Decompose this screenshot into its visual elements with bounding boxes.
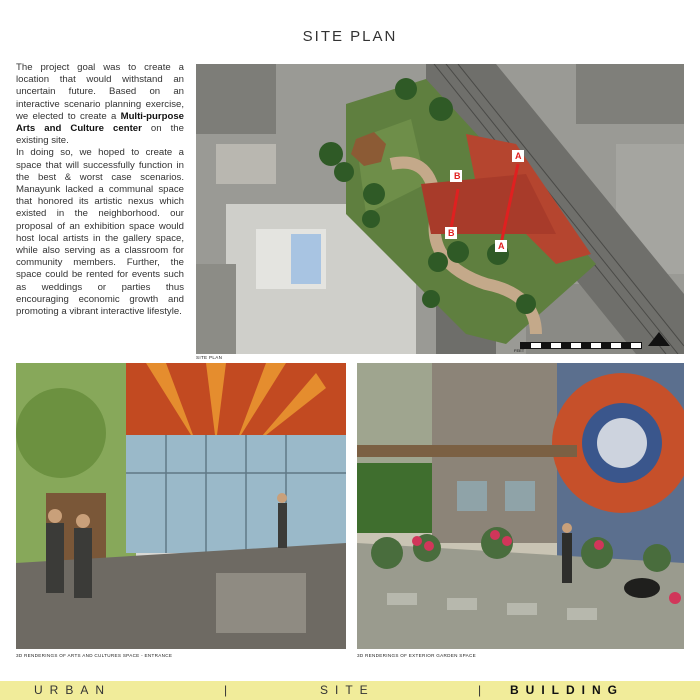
intro-p1-bold: Multi-purpose Arts and Culture center [16,110,184,135]
footer-nav [0,681,700,700]
site-plan-drawing [196,64,684,354]
rendering-garden-caption: 3D RENDERINGS OF EXTERIOR GARDEN SPACE [357,653,477,658]
site-plan-caption: SITE PLAN [196,355,223,360]
rendering-garden-image [357,363,684,649]
rendering-entrance-caption: 3D RENDERINGS OF ARTS AND CULTURES SPACE - ENTRANCE [16,653,173,658]
page-title: SITE PLAN [302,28,398,45]
section-label-b-bottom: B [448,228,455,238]
intro-text [16,62,184,318]
intro-p1-prefix: The project goal was to create a location that would withstand an uncertain future. Based on an interactive scenario planning exercise, we elected to create a [16,62,184,122]
section-label-b-top: B [454,171,461,181]
intro-p1-suffix: on the existing site. [16,123,184,147]
scale-bar-label: FEET [514,348,525,353]
north-arrow-icon [648,332,670,346]
intro-paragraph-1 [16,62,184,147]
footer-item-building: BUILDING [510,683,624,697]
footer-item-site: SITE [320,683,375,697]
section-label-a-bottom: A [498,241,505,251]
intro-paragraph-2: In doing so, we hoped to create a space that will successfully function in the best & worst case scenarios. Manayunk lacked a communal space that honored its artistic nexus which existed in the neighborhood. our proposal of an exhibition space would host local artists in the gallery space, while also serving as a classroom for community members. Further, the space could be rented for events such as weddings or parties thus encouraging economic growth and promoting a vibrant interactive lifestyle. [16,147,184,318]
section-label-a-top: A [515,151,522,161]
rendering-entrance-image [16,363,346,649]
scale-bar [520,342,642,349]
footer-item-urban: URBAN [34,683,112,697]
footer-divider-1: | [224,683,235,697]
footer-divider-2: | [478,683,489,697]
site-plan-image [196,64,684,354]
